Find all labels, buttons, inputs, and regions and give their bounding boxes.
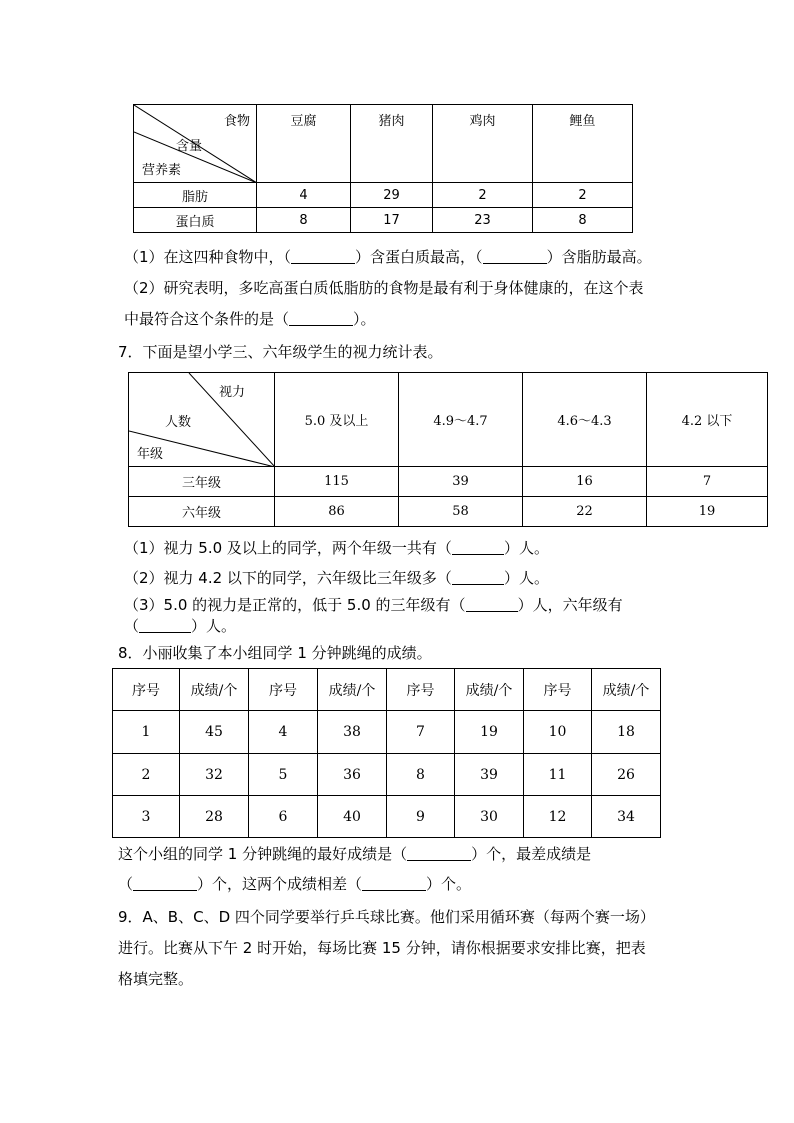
row-label: 蛋白质 — [134, 208, 257, 233]
table-cell: 19 — [647, 497, 768, 527]
table-cell: 86 — [275, 497, 399, 527]
table-cell: 115 — [275, 467, 399, 497]
table-cell: 5 — [249, 754, 318, 796]
vision-header: 4.2 以下 — [647, 373, 768, 467]
q8-answer-line1: 这个小组的同学 1 分钟跳绳的最好成绩是（ ）个，最差成绩是 — [118, 845, 592, 863]
table-cell: 4 — [257, 183, 351, 208]
col-header: 成绩/个 — [455, 669, 524, 711]
table-row — [134, 208, 633, 233]
table-cell: 10 — [524, 711, 592, 754]
vision-header: 5.0 及以上 — [275, 373, 399, 467]
table-cell: 58 — [399, 497, 523, 527]
table-cell: 16 — [523, 467, 647, 497]
table-cell: 38 — [318, 711, 387, 754]
diag-label-count: 人数 — [165, 415, 192, 430]
table-cell: 40 — [318, 796, 387, 838]
vision-header: 4.9～4.7 — [399, 373, 523, 467]
table-cell: 8 — [257, 208, 351, 233]
table-cell: 34 — [592, 796, 661, 838]
table-cell: 39 — [399, 467, 523, 497]
answer-blank[interactable] — [452, 540, 504, 555]
table-cell: 22 — [523, 497, 647, 527]
table-cell: 19 — [455, 711, 524, 754]
table-cell: 9 — [387, 796, 455, 838]
food-header: 猪肉 — [351, 105, 433, 183]
table-cell: 32 — [180, 754, 249, 796]
diag-label-food: 食物 — [223, 114, 250, 129]
answer-blank[interactable] — [362, 876, 426, 891]
q8-answer-line2: （ ）个，这两个成绩相差（ ）个。 — [118, 875, 472, 893]
q9-line3: 格填完整。 — [118, 970, 194, 988]
table-cell: 12 — [524, 796, 592, 838]
table-cell: 2 — [533, 183, 633, 208]
table-cell: 6 — [249, 796, 318, 838]
q7-sub3: （3）5.0 的视力是正常的，低于 5.0 的三年级有（ ）人，六年级有 — [124, 596, 623, 614]
q9-line1: 9．A、B、C、D 四个同学要举行乒乓球比赛。他们采用循环赛（每两个赛一场） — [118, 908, 655, 926]
col-header: 成绩/个 — [318, 669, 387, 711]
table-row — [134, 183, 633, 208]
table-cell: 30 — [455, 796, 524, 838]
diagonal-header-cell — [134, 105, 257, 183]
table-cell: 11 — [524, 754, 592, 796]
col-header: 成绩/个 — [180, 669, 249, 711]
table-cell: 17 — [351, 208, 433, 233]
vision-header: 4.6～4.3 — [523, 373, 647, 467]
jump-rope-table — [112, 668, 661, 838]
col-header: 序号 — [387, 669, 455, 711]
answer-blank[interactable] — [466, 597, 518, 612]
table-cell: 26 — [592, 754, 661, 796]
row-label: 三年级 — [129, 467, 275, 497]
q7-sub3-cont: （ ）人。 — [124, 617, 237, 635]
table-cell: 3 — [113, 796, 180, 838]
col-header: 成绩/个 — [592, 669, 661, 711]
answer-blank[interactable] — [289, 311, 353, 326]
q6-part1: （1）在这四种食物中，（ ）含蛋白质最高，（ ）含脂肪最高。 — [124, 248, 652, 266]
row-label: 脂肪 — [134, 183, 257, 208]
q6-part2-line2: 中最符合这个条件的是（ ）。 — [124, 310, 376, 328]
diag-label-vision: 视力 — [219, 385, 246, 400]
q7-sub1: （1）视力 5.0 及以上的同学，两个年级一共有（ ）人。 — [124, 539, 549, 557]
food-header: 豆腐 — [257, 105, 351, 183]
diag-label-content: 含量 — [176, 139, 203, 154]
table-cell: 18 — [592, 711, 661, 754]
table-cell: 7 — [647, 467, 768, 497]
answer-blank[interactable] — [483, 249, 547, 264]
q9-line2: 进行。比赛从下午 2 时开始，每场比赛 15 分钟，请你根据要求安排比赛，把表 — [118, 939, 646, 957]
nutrition-table — [133, 104, 633, 233]
table-row — [113, 796, 661, 838]
table-cell: 7 — [387, 711, 455, 754]
table-cell: 4 — [249, 711, 318, 754]
col-header: 序号 — [249, 669, 318, 711]
diagonal-header-cell — [129, 373, 275, 467]
header-row — [113, 669, 661, 711]
q8-title: 8．小丽收集了本小组同学 1 分钟跳绳的成绩。 — [118, 644, 432, 662]
table-row — [129, 467, 768, 497]
answer-blank[interactable] — [139, 618, 191, 633]
food-header: 鸡肉 — [433, 105, 533, 183]
answer-blank[interactable] — [133, 876, 197, 891]
table-cell: 1 — [113, 711, 180, 754]
diag-label-grade: 年级 — [137, 447, 164, 462]
table-cell: 29 — [351, 183, 433, 208]
q6-part2-line1: （2）研究表明，多吃高蛋白质低脂肪的食物是最有利于身体健康的，在这个表 — [124, 279, 644, 297]
q7-title: 7．下面是望小学三、六年级学生的视力统计表。 — [118, 343, 443, 361]
table-cell: 45 — [180, 711, 249, 754]
answer-blank[interactable] — [407, 846, 471, 861]
table-cell: 36 — [318, 754, 387, 796]
diag-label-nutrient: 营养素 — [142, 163, 182, 178]
table-row — [129, 497, 768, 527]
answer-blank[interactable] — [452, 570, 504, 585]
table-row — [113, 711, 661, 754]
col-header: 序号 — [524, 669, 592, 711]
table-cell: 39 — [455, 754, 524, 796]
col-header: 序号 — [113, 669, 180, 711]
table-cell: 8 — [533, 208, 633, 233]
row-label: 六年级 — [129, 497, 275, 527]
q7-sub2: （2）视力 4.2 以下的同学，六年级比三年级多（ ）人。 — [124, 569, 549, 587]
table-cell: 2 — [433, 183, 533, 208]
table-cell: 8 — [387, 754, 455, 796]
table-row — [113, 754, 661, 796]
vision-table — [128, 372, 768, 527]
table-cell: 23 — [433, 208, 533, 233]
table-cell: 28 — [180, 796, 249, 838]
food-header: 鲤鱼 — [533, 105, 633, 183]
table-cell: 2 — [113, 754, 180, 796]
answer-blank[interactable] — [291, 249, 355, 264]
